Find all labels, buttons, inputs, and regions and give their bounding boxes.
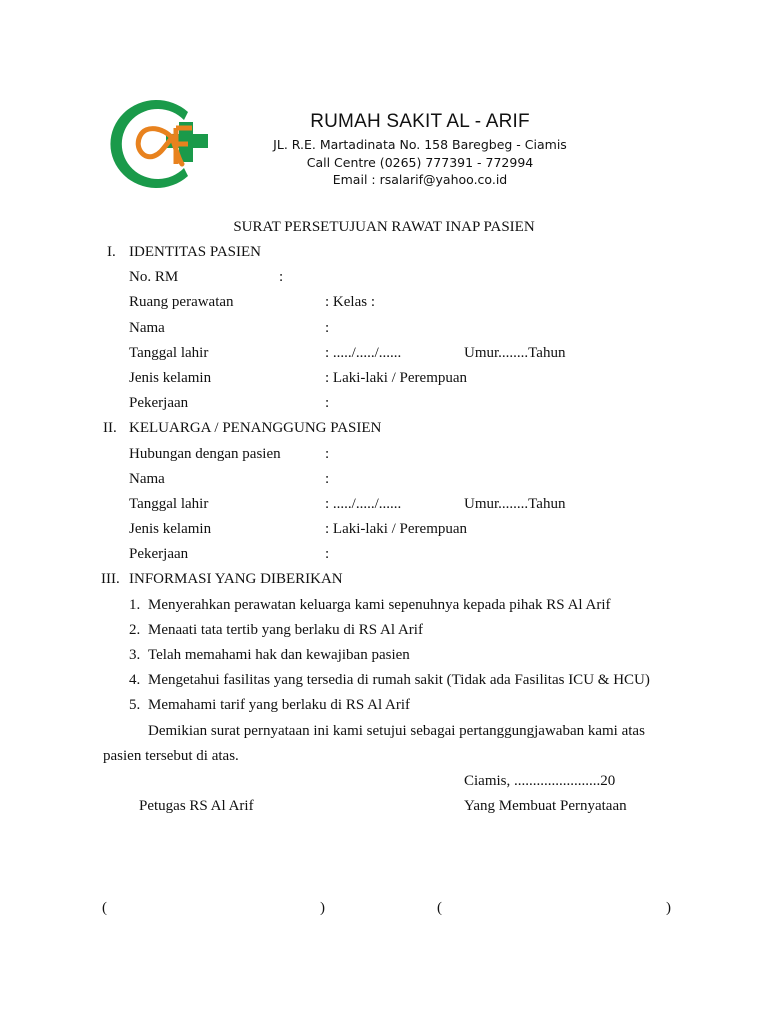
officer-name-close-paren: ): [320, 900, 325, 916]
info-item-number: 5.: [129, 697, 141, 713]
closing-line-2: pasien tersebut di atas.: [103, 748, 239, 764]
document-title: SURAT PERSETUJUAN RAWAT INAP PASIEN: [233, 219, 535, 235]
info-item-number: 1.: [129, 597, 141, 613]
declarant-signature-label: Yang Membuat Pernyataan: [464, 798, 627, 814]
guardian-name-value: :: [325, 471, 330, 487]
patient-age: Umur........Tahun: [464, 345, 566, 361]
patient-name-value: :: [325, 320, 330, 336]
section-2-number: II.: [103, 420, 117, 436]
section-1-number: I.: [107, 244, 116, 260]
info-item-number: 4.: [129, 672, 141, 688]
declarant-name-open-paren: (: [437, 900, 442, 916]
section-1-title: IDENTITAS PASIEN: [129, 244, 261, 260]
patient-gender-value: : Laki-laki / Perempuan: [325, 370, 468, 386]
section-2-title: KELUARGA / PENANGGUNG PASIEN: [129, 420, 382, 436]
guardian-gender-label: Jenis kelamin: [129, 521, 212, 537]
guardian-job-label: Pekerjaan: [129, 546, 189, 562]
hospital-email: Email : rsalarif@yahoo.co.id: [332, 172, 508, 187]
patient-dob-value: : ...../...../......: [325, 345, 402, 361]
hospital-name: RUMAH SAKIT AL - ARIF: [310, 111, 530, 132]
closing-line-1: Demikian surat pernyataan ini kami setujui sebagai pertanggungjawaban kami atas: [148, 723, 645, 739]
place-date: Ciamis, .......................20: [464, 773, 616, 789]
info-item-number: 3.: [129, 647, 141, 663]
guardian-relation-label: Hubungan dengan pasien: [129, 446, 281, 462]
guardian-relation-value: :: [325, 446, 330, 462]
hospital-phone: Call Centre (0265) 777391 - 772994: [306, 155, 534, 170]
info-item-text: Menaati tata tertib yang berlaku di RS Al Arif: [148, 622, 423, 638]
patient-rm-label: No. RM: [129, 269, 179, 285]
patient-job-label: Pekerjaan: [129, 395, 189, 411]
info-item-text: Menyerahkan perawatan keluarga kami sepenuhnya kepada pihak RS Al Arif: [148, 597, 611, 613]
hospital-address: JL. R.E. Martadinata No. 158 Baregbeg - Ciamis: [273, 137, 567, 152]
section-3-title: INFORMASI YANG DIBERIKAN: [129, 571, 343, 587]
patient-dob-label: Tanggal lahir: [129, 345, 209, 361]
declarant-name-close-paren: ): [666, 900, 671, 916]
info-item-number: 2.: [129, 622, 141, 638]
patient-job-value: :: [325, 395, 330, 411]
patient-gender-label: Jenis kelamin: [129, 370, 212, 386]
guardian-job-value: :: [325, 546, 330, 562]
officer-signature-label: Petugas RS Al Arif: [139, 798, 254, 814]
patient-rm-value: :: [279, 269, 284, 285]
patient-room-label: Ruang perawatan: [129, 294, 234, 310]
info-item-text: Telah memahami hak dan kewajiban pasien: [148, 647, 410, 663]
officer-name-open-paren: (: [102, 900, 107, 916]
section-3-number: III.: [101, 571, 120, 587]
guardian-age: Umur........Tahun: [464, 496, 566, 512]
guardian-dob-label: Tanggal lahir: [129, 496, 209, 512]
guardian-gender-value: : Laki-laki / Perempuan: [325, 521, 468, 537]
patient-name-label: Nama: [129, 320, 165, 336]
info-item-text: Mengetahui fasilitas yang tersedia di rumah sakit (Tidak ada Fasilitas ICU & HCU): [148, 672, 650, 688]
patient-room-value: : Kelas :: [325, 294, 375, 310]
guardian-dob-value: : ...../...../......: [325, 496, 402, 512]
guardian-name-label: Nama: [129, 471, 165, 487]
info-item-text: Memahami tarif yang berlaku di RS Al Arif: [148, 697, 411, 713]
